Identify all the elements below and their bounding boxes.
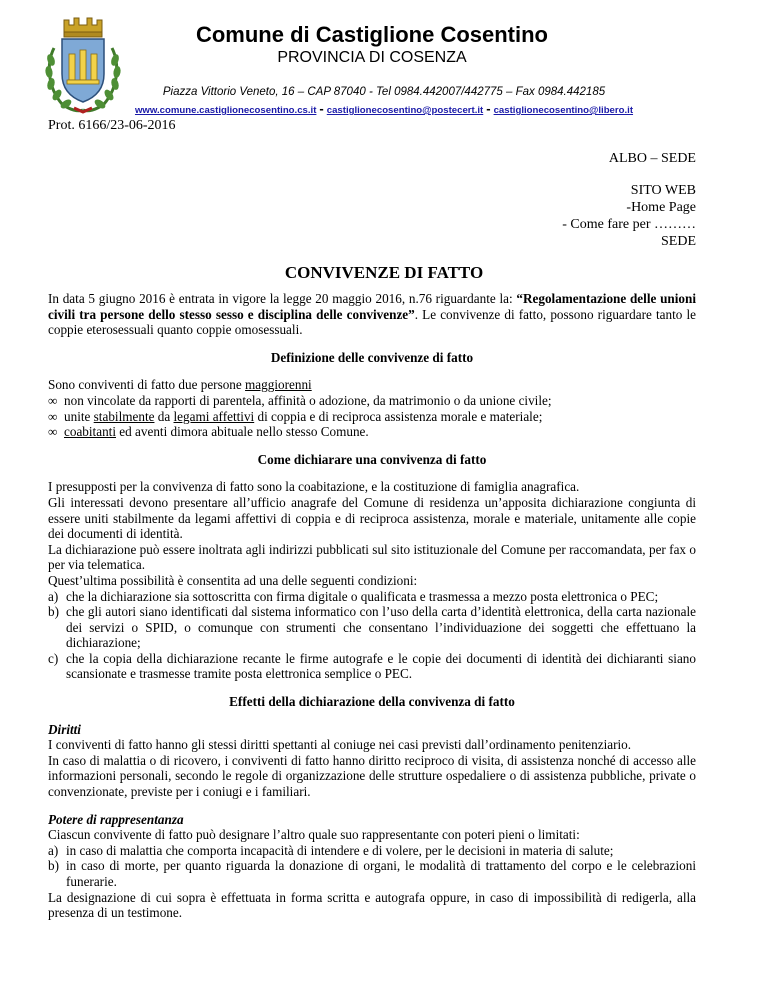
bullet-text-part: di coppia e di reciproca assistenza morale e materiale; [254, 408, 543, 424]
list-item [48, 843, 696, 859]
list-item [48, 424, 696, 440]
list-text: in caso di malattia che comporta incapacità di intendere e di volere, per le decisioni in materia di salute; [66, 842, 614, 858]
list-marker: c) [48, 650, 59, 666]
section-heading-declaration: Come dichiarare una convivenza di fatto [257, 451, 487, 467]
province-name: PROVINCIA DI COSENZA [277, 49, 467, 66]
infinity-bullet-icon: ∞ [48, 424, 58, 440]
intro-text: In data 5 giugno 2016 è entrata in vigore la legge 20 maggio 2016, n.76 riguardante la: [48, 291, 517, 306]
paragraph: Quest’ultima possibilità è consentita ad una delle seguenti condizioni: [48, 572, 418, 588]
intro-text-end: . Le convivenze di fatto, possono riguardare tanto le coppie eterosessuali quanto coppie omosessuali. [48, 306, 696, 338]
law-title: “Regolamentazione delle unioni civili tra persone dello stesso sesso e disciplina delle convivenze” [48, 291, 696, 322]
recipient-line: -Home Page [626, 200, 696, 215]
bullet-text-part: da [154, 408, 174, 424]
recipient-line: SEDE [661, 234, 696, 249]
paragraph: I presupposti per la convivenza di fatto sono la coabitazione, e la costituzione di famiglia anagrafica. [48, 479, 580, 495]
document-body [48, 291, 696, 921]
pec-email-link[interactable]: castiglionecosentino@postecert.it [326, 105, 484, 116]
paragraph: Gli interessati devono presentare all’ufficio anagrafe del Comune di residenza un’apposita dichiarazione congiunta di essere uniti stabilmente da legami affettivi di coppia e di reciproca assistenza, morale e materiale, unitamente alle copie dei documenti di identità. [48, 494, 696, 542]
paragraph: In caso di malattia o di ricovero, i conviventi di fatto hanno diritto reciproco di visita, di assistenza nonché di accesso alle informazioni personali, secondo le regole di organizzazione delle strutture ospedaliere o di assistenza pubbliche, private o convenzionate, previste per i coniugi e i familiari. [48, 752, 696, 800]
section-heading-definition: Definizione delle convivenze di fatto [270, 349, 474, 365]
municipal-crest-icon [40, 4, 126, 116]
paragraph: I conviventi di fatto hanno gli stessi diritti spettanti al coniuge nei casi previsti dall’ordinamento penitenziario. [48, 737, 632, 753]
infinity-bullet-icon: ∞ [48, 392, 58, 408]
email-link[interactable]: castiglionecosentino@libero.it [493, 105, 634, 116]
recipients-block [562, 182, 696, 250]
list-marker: b) [48, 858, 59, 874]
contact-links [80, 102, 688, 117]
list-item [48, 858, 696, 889]
bullet-text-part: ed aventi dimora abituale nello stesso Comune. [116, 424, 369, 440]
protocol-number: Prot. 6166/23-06-2016 [48, 118, 176, 133]
bullet-text: non vincolate da rapporti di parentela, affinità o adozione, da matrimonio o da unione civile; [64, 392, 552, 408]
recipient-line: SITO WEB [630, 183, 696, 198]
document-title: CONVIVENZE DI FATTO [284, 263, 484, 282]
bullet-text-part: unite [64, 408, 94, 424]
list-text: che la copia della dichiarazione recante le firme autografe e le copie dei documenti di identità dei dichiaranti siano scansionate e trasmesse tramite posta elettronica semplice o PEC. [66, 650, 696, 682]
list-text: che gli autori siano identificati dal sistema informatico con l’uso della carta d’identità elettronica, della carta nazionale dei servizi o SPID, o comunque con strumenti che consentano l’individuazione dei soggetti che effettuano la dichiarazione; [66, 604, 696, 651]
list-item [48, 651, 696, 682]
subheading-representation: Potere di rappresentanza [48, 811, 184, 827]
definition-lead-text: Sono conviventi di fatto due persone [48, 377, 246, 393]
bullet-text [64, 424, 369, 440]
list-item [48, 589, 696, 605]
underlined-term: stabilmente [93, 408, 155, 424]
paragraph: La dichiarazione può essere inoltrata agli indirizzi pubblicati sul sito istituzionale del Comune per raccomandata, per fax o per via telematica. [48, 541, 696, 573]
recipient-line: - Come fare per ……… [562, 217, 696, 232]
bullet-text [64, 409, 542, 425]
list-marker: a) [48, 588, 59, 604]
infinity-bullet-icon: ∞ [48, 408, 58, 424]
underlined-term: legami affettivi [173, 408, 255, 424]
municipality-title: Comune di Castiglione Cosentino [195, 22, 548, 47]
subheading-rights: Diritti [48, 721, 81, 737]
list-item [48, 393, 696, 409]
underlined-term: coabitanti [64, 424, 116, 440]
underlined-term: maggiorenni [245, 377, 312, 393]
list-marker: a) [48, 842, 59, 858]
intro-paragraph [48, 291, 696, 338]
definition-lead [48, 377, 696, 393]
list-item [48, 409, 696, 425]
paragraph: Ciascun convivente di fatto può designare l’altro quale suo rappresentante con poteri pieni o limitati: [48, 827, 580, 843]
list-item [48, 604, 696, 651]
paragraph: La designazione di cui sopra è effettuata in forma scritta e autografa oppure, in caso di impossibilità di redigerla, alla presenza di un testimone. [48, 889, 696, 921]
municipality-address: Piazza Vittorio Veneto, 16 – CAP 87040 - Tel 0984.442007/442775 – Fax 0984.442185 [162, 86, 606, 98]
link-separator: - [319, 101, 324, 116]
list-text: in caso di morte, per quanto riguarda la donazione di organi, le modalità di trattamento del corpo e le celebrazioni funerarie. [66, 858, 696, 889]
list-marker: b) [48, 604, 59, 620]
section-heading-effects: Effetti della dichiarazione della convivenza di fatto [229, 694, 515, 710]
link-separator: - [486, 101, 491, 116]
albo-recipient: ALBO – SEDE [608, 151, 696, 166]
website-link[interactable]: www.comune.castiglionecosentino.cs.it [134, 105, 317, 116]
list-text: che la dichiarazione sia sottoscritta con firma digitale o qualificata e trasmessa a mezzo posta elettronica o PEC; [66, 588, 659, 604]
